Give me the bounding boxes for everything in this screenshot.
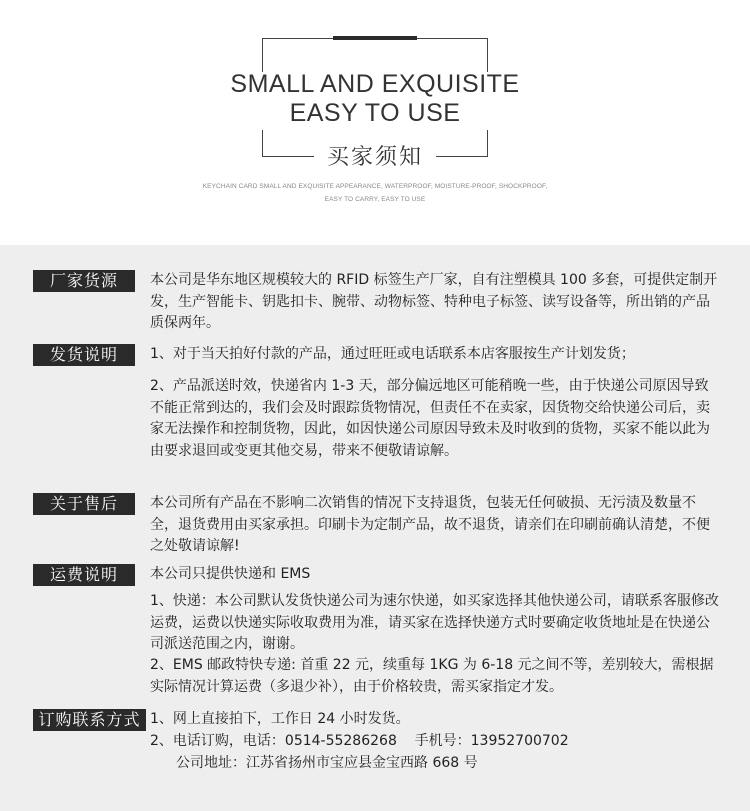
buyer-notice-panel bbox=[0, 245, 750, 811]
header-banner bbox=[0, 0, 750, 245]
frame-line-top-right bbox=[417, 38, 488, 39]
frame-line-left bbox=[262, 38, 263, 72]
section-label-contact: 订购联系方式 bbox=[33, 709, 146, 731]
hero-title-cn: 买家须知 bbox=[326, 145, 423, 170]
shipping-text-2: 2、产品派送时效，快递省内 1-3 天，部分偏远地区可能稍晚一些，由于快递公司原因导致不能正常到达的，我们会及时跟踪货物情况，但责任不在卖家，因货物交给快递公司后，卖家无法操作和控制货物，因此，如因快递公司原因导致未及时收到的货物，买家不能以此为由要求退回或变更其他交易，带来不便敬请谅解。 bbox=[150, 378, 710, 459]
section-label-aftersale: 关于售后 bbox=[33, 493, 135, 515]
frame-line-top-left bbox=[262, 38, 333, 39]
hero-subtitle-line1: KEYCHAIN CARD SMALL AND EXQUISITE APPEARANCE, WATERPROOF, MOISTURE-PROOF, SHOCKPROOF, bbox=[202, 183, 548, 190]
freight-text-2: 1、快递：本公司默认发货快递公司为速尔快递，如买家选择其他快递公司，请联系客服修改运费，运费以快递实际收取费用为准，请买家在选择快递方式时要确定收货地址是在快递公司派送范围之内，谢谢。 bbox=[150, 593, 719, 652]
contact-line-2: 2、电话订购，电话：0514-55286268 手机号：13952700702 bbox=[150, 733, 569, 749]
hero-title-line1: SMALL AND EXQUISITE bbox=[230, 70, 520, 98]
aftersale-text: 本公司所有产品在不影响二次销售的情况下支持退货，包装无任何破损、无污渍及数量不全，退货费用由买家承担。印刷卡为定制产品，故不退货，请亲们在印刷前确认清楚，不便之处敬请谅解! bbox=[150, 495, 710, 554]
section-label-factory: 厂家货源 bbox=[33, 270, 135, 292]
freight-text-3: 2、EMS 邮政特快专递: 首重 22 元，续重每 1KG 为 6-18 元之间不等，差别较大，需根据实际情况计算运费（多退少补），由于价格较贵，需买家指定才发。 bbox=[150, 657, 714, 695]
section-label-freight: 运费说明 bbox=[33, 564, 135, 586]
hero-title-line2: EASY TO USE bbox=[289, 99, 461, 127]
contact-line-1: 1、网上直接拍下，工作日 24 小时发货。 bbox=[150, 711, 410, 727]
section-label-shipping: 发货说明 bbox=[33, 344, 135, 366]
factory-text: 本公司是华东地区规模较大的 RFID 标签生产厂家，自有注塑模具 100 多套，可提供定制开发，生产智能卡、钥匙扣卡、腕带、动物标签、特种电子标签、读写设备等，所出销的产品质保两年。 bbox=[150, 272, 718, 331]
frame-top-accent bbox=[333, 36, 417, 40]
freight-text-1: 本公司只提供快递和 EMS bbox=[150, 566, 311, 582]
contact-line-3: 公司地址：江苏省扬州市宝应县金宝西路 668 号 bbox=[176, 755, 478, 771]
hero-subtitle-line2: EASY TO CARRY, EASY TO USE bbox=[324, 196, 426, 203]
frame-line-right bbox=[487, 38, 488, 72]
shipping-text-1: 1、对于当天拍好付款的产品，通过旺旺或电话联系本店客服按生产计划发货； bbox=[150, 346, 635, 362]
